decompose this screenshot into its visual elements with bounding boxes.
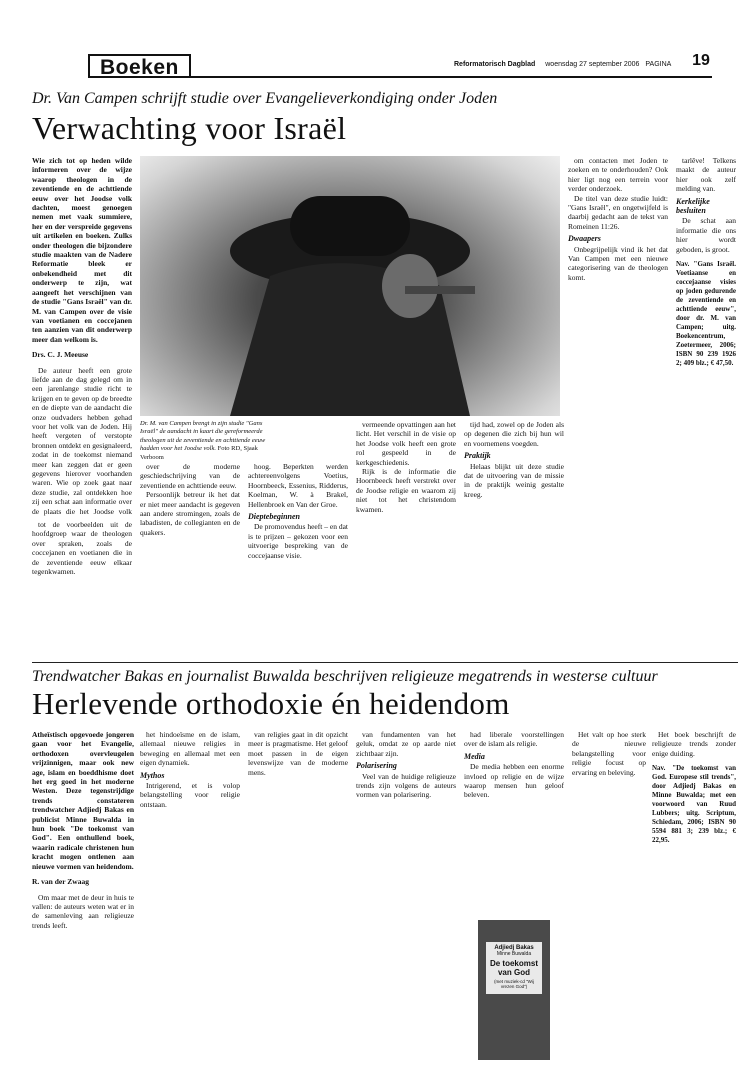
article1-review: Nav. "Gans Israël. Voetiaanse en coccejaanse visies op joden gedurende de zeventiende en achttiende eeuw", door dr. M. van Campen; uitg. Boekencentrum, Zoetermeer, 2006; ISBN 90 239 1926 2; 409 blz.; € 47,50. bbox=[676, 260, 736, 368]
article1-column-2: over de moderne geschiedschrijving van de zeventiende en achttiende eeuw. Persoonlijk betreur ik het dat er niet meer aandacht is gegeven aan andere stromingen, zoals de labadisten, de collegianten en de quakers. bbox=[140, 462, 240, 537]
article2-subhead-1: Mythos bbox=[140, 770, 165, 780]
caption-credit: Foto RD, Sjaak Verboom bbox=[140, 445, 258, 461]
article2-column-2: het hindoeïsme en de islam, allemaal nieuwe religies in beweging en allemaal met een eigen dynamiek. Mythos Intrigerend, et is volop belangstelling voor religie ontstaan. bbox=[140, 730, 240, 809]
article2-column-4: van fundamenten van het geluk, omdat ze op aarde niet zichtbaar zijn. Polarisering Veel van de huidige religieuze trends zijn volgens de auteurs vormen van polarisering. bbox=[356, 730, 456, 800]
article1-caption bbox=[140, 420, 270, 462]
subhead-3: Praktijk bbox=[464, 451, 491, 461]
section-label: Boeken bbox=[100, 56, 179, 79]
header-meta bbox=[454, 61, 671, 68]
article1-column-1 bbox=[32, 156, 132, 516]
article1-column-3: hoog. Beperkten werden achtereenvolgens Voetius, Hoornbeeck, Essenius, Ridderus, Koelman, W. à Brakel, Hellenbroek en Van der Groe. Dieptebeginnen De promovendus heeft – en dat is te prijzen – gekozen voor een uitvoerige bespreking van de coccejaanse visie. bbox=[248, 462, 348, 560]
article1-byline: Drs. C. J. Meeuse bbox=[32, 350, 89, 360]
article2-headline: Herlevende orthodoxie én heidendom bbox=[32, 686, 510, 721]
article2-column-3: van religies gaat in dit opzicht meer is pragmatisme. Het geloof moet passen in de eigen levenswijze van de moderne mens. bbox=[248, 730, 348, 777]
article2-column-6: Het valt op hoe sterk de nieuwe belangstelling voor religie focust op ervaring en beleving. bbox=[572, 730, 646, 777]
article1-kicker: Dr. Van Campen schrijft studie over Evangelieverkondiging onder Joden bbox=[32, 90, 498, 107]
article1-headline: Verwachting voor Israël bbox=[32, 110, 347, 146]
article2-subhead-2: Polarisering bbox=[356, 761, 397, 771]
book-subtitle: (met muziek-cd "Wij vrezen God") bbox=[494, 979, 534, 989]
header-rule bbox=[88, 76, 712, 78]
book-title: De toekomst van God bbox=[489, 959, 538, 977]
book-cover bbox=[478, 920, 550, 1060]
article1-column-4: vermeende opvattingen aan het licht. Het verschil in de visie op het Joodse volk heeft een grote rol gespeeld in de kerkgeschiedenis. Rijk is de informatie die Hoornbeeck heeft verstrekt over de Joodse religie en waarom zij niet tot het christendom kwamen. bbox=[356, 420, 456, 514]
article2-review: Nav. "De toekomst van God. Europese stil trends", door Adjiedj Bakas en Minne Buwalda; met een voorwoord van Ruud Lubbers; uitg. Scriptum, Schiedam, 2006; ISBN 90 5594 881 3; 239 blz.; € 22,95. bbox=[652, 764, 736, 845]
article1-column-1b: tot de voorbeelden uit de hoofdgroep waar de theologen over spraken, zoals de coccejanen en voetianen die in de zeventiende eeuw elkaar tegenkwamen. bbox=[32, 520, 132, 577]
article1-lead: Wie zich tot op heden wilde informeren over de wijze waarop theologen in de zeventiende en de achttiende eeuw over het Joodse volk dachten, moest genoegen nemen met vaak summiere, her en der verspreide gegevens uit artikelen en boeken. Zulks onder theologen die bijzondere studie maakten van de Nadere Reformatie bleek er onbekendheid met dit onderwerp te zijn, wat aangeeft het verschijnen van de studie "Gans Israël" van dr. M. van Campen over de visie van voetianen en coccejanen ten aanzien van dit onderwerp meer dan welkom is. bbox=[32, 156, 132, 344]
article2-kicker: Trendwatcher Bakas en journalist Buwalda beschrijven religieuze megatrends in westerse cultuur bbox=[32, 668, 658, 685]
article2-column-5: had liberale voorstellingen over de islam als religie. Media De media hebben een enorme invloed op religie en de wijze waarop mensen hun geloof beleven. bbox=[464, 730, 564, 800]
article1-photo bbox=[140, 156, 560, 416]
page-number: 19 bbox=[692, 52, 710, 69]
subhead-2: Dieptebeginnen bbox=[248, 512, 300, 522]
article2-column-1: Atheïstisch opgevoede jongeren gaan voor het Evangelie, orthodoxen overvleugelen vrijzinnigen, maar ook new age, islam en boeddhisme doet het erg goed in het moderne Westen. Deze tegenstrijdige trends constateren trendwatcher Adjiedj Bakas en publicist Minne Buwalda in hun boek "De toekomst van God". Een onthullend boek, waarin radicale christenen hun kracht mogen ontlenen aan nieuwe vormen van heidendom. R. van der Zwaag Om maar met de deur in huis te vallen: de auteurs weten wat er in de samenleving aan religieuze trends leeft. bbox=[32, 730, 134, 930]
paper-name: Reformatorisch Dagblad bbox=[454, 61, 536, 68]
article1-column-7: tarlêve! Telkens maakt de auteur hier ook zelf melding van. Kerkelijke besluiten De schat aan informatie die ons hier wordt geboden, is groot. Nav. "Gans Israël. Voetiaanse en coccejaanse visies op joden gedurende de zeventiende en achttiende eeuw", door dr. M. van Campen; uitg. Boekencentrum, Zoetermeer, 2006; ISBN 90 239 1926 2; 409 blz.; € 47,50. bbox=[676, 156, 736, 368]
subhead-4: Dwaapers bbox=[568, 234, 601, 244]
page-header bbox=[88, 54, 712, 78]
book-cover-label bbox=[486, 942, 542, 994]
caption-text: Dr. M. van Campen brengt in zijn studie "Gans Israël" de aandacht in kaart die gereformeerde theologen uit de zeventiende en achttiende eeuw hadden voor het Joodse volk. bbox=[140, 420, 266, 453]
article2-subhead-3: Media bbox=[464, 751, 485, 761]
article2-column-7: Het boek beschrijft de religieuze trends zonder enige duiding. Nav. "De toekomst van God. Europese stil trends", door Adjiedj Bakas en Minne Buwalda; met een voorwoord van Ruud Lubbers; uitg. Scriptum, Schiedam, 2006; ISBN 90 5594 881 3; 239 blz.; € 22,95. bbox=[652, 730, 736, 845]
page-label: PAGINA bbox=[645, 61, 672, 68]
book-coauthor: Minne Buwalda bbox=[496, 951, 532, 957]
subhead-5: Kerkelijke besluiten bbox=[676, 196, 710, 216]
article1-column-5: tijd had, zowel op de Joden als op degenen die zich bij hun wil en voornemens voegden. Praktijk Helaas blijkt uit deze studie dat de uitvoering van de missie in de praktijk weinig gestalte kreeg. bbox=[464, 420, 564, 499]
article-separator bbox=[32, 662, 738, 663]
article1-text: De auteur heeft een grote liefde aan de dag gelegd om in een jarenlange studie richt te krijgen en te geven op de breedte en de diepte van de aandacht die onze oudvaders hebben gehad voor het volk van de Joden. Hij heeft vergeten of verstopte bronnen ontdekt en gesignaleerd, zodat in de toekomst niemand meer kan zeggen dat er geen gegevens hierover voorhanden waren. Wie op zoek gaat naar deze studie, zal ontdekken hoe zij een schat aan informatie over de plaats die het Joodse volk bbox=[32, 365, 132, 516]
article2-lead: Atheïstisch opgevoede jongeren gaan voor het Evangelie, orthodoxen overvleugelen vrijzinnigen, maar ook new age, islam en boeddhisme doet het erg goed in het moderne Westen. Deze tegenstrijdige trends constateren trendwatcher Adjiedj Bakas en publicist Minne Buwalda in hun boek "De toekomst van God". Een onthullend boek, waarin radicale christenen hun kracht mogen ontlenen aan nieuwe vormen van heidendom. bbox=[32, 730, 134, 871]
article2-byline: R. van der Zwaag bbox=[32, 877, 89, 887]
article1-column-6: om contacten met Joden te zoeken en te onderhouden? Ook hier ligt nog een terrein voor verder onderzoek. De titel van deze studie luidt: "Gans Israël", en ongetwijfeld is daarbij gedacht aan de tekst van Romeinen 11:26. Dwaapers Onbegrijpelijk vind ik het dat Van Campen met een nieuwe categorisering van de theologen komt. bbox=[568, 156, 668, 282]
book-author: Adjiedj Bakas bbox=[494, 945, 534, 951]
photo-illustration bbox=[140, 156, 560, 416]
issue-date: woensdag 27 september 2006 bbox=[545, 61, 640, 68]
section-tab bbox=[88, 54, 191, 78]
